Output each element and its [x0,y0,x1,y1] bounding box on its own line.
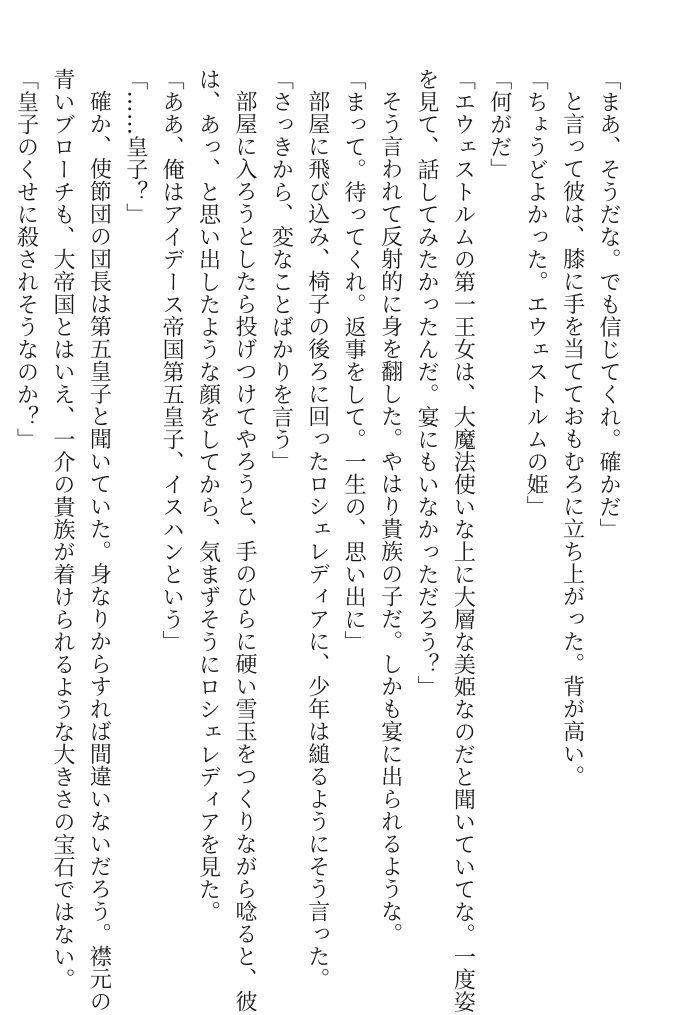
text-line: 部屋に入ろうとしたら投げつけてやろうと、手のひらに硬い雪玉をつくりながら唸ると、彼 [231,90,257,1013]
text-line: 「ちょうどよかった。エウェストルムの姫」 [523,68,549,518]
text-line: 「何がだ」 [486,68,512,181]
text-line: 「まって。待ってくれ。返事をして。一生の、思い出に」 [341,68,367,653]
text-line: 部屋に飛び込み、椅子の後ろに回ったロシェレディアに、少年は縋るようにそう言った。 [304,90,330,990]
text-line: 「エウェストルムの第一王女は、大魔法使いな上に大層な美姫なのだと聞いていてな。一度姿 [450,68,476,1013]
vertical-text-body [13,68,626,1013]
text-line: 「……皇子？」 [122,68,148,226]
text-line: 「さっきから、変なことばかりを言う」 [268,68,294,473]
text-line: 「ああ、俺はアイデース帝国第五皇子、イスハンという」 [159,68,185,653]
text-line: と言って彼は、膝に手を当てておもむろに立ち上がった。背が高い。 [559,90,585,788]
text-line: を見て、話してみたかったんだ。宴にもいなかっただろう？」 [413,68,439,698]
text-line: は、あっ、と思い出したような顔をしてから、気まずそうにロシェレディアを見た。 [195,68,221,923]
text-line: そう言われて反射的に身を翻した。やはり貴族の子だ。しかも宴に出られるような。 [377,90,403,945]
text-line: 確か、使節団の団長は第五皇子と聞いていた。身なりからすれば間違いないだろう。襟元の [86,90,112,1013]
text-line: 「まあ、そうだな。でも信じてくれ。確かだ」 [596,68,621,541]
text-line: 「皇子のくせに殺されそうなのか？」 [13,68,39,451]
text-line: 青いブローチも、大帝国とはいえ、一介の貴族が着けられるような大きさの宝石ではない。 [49,68,75,991]
